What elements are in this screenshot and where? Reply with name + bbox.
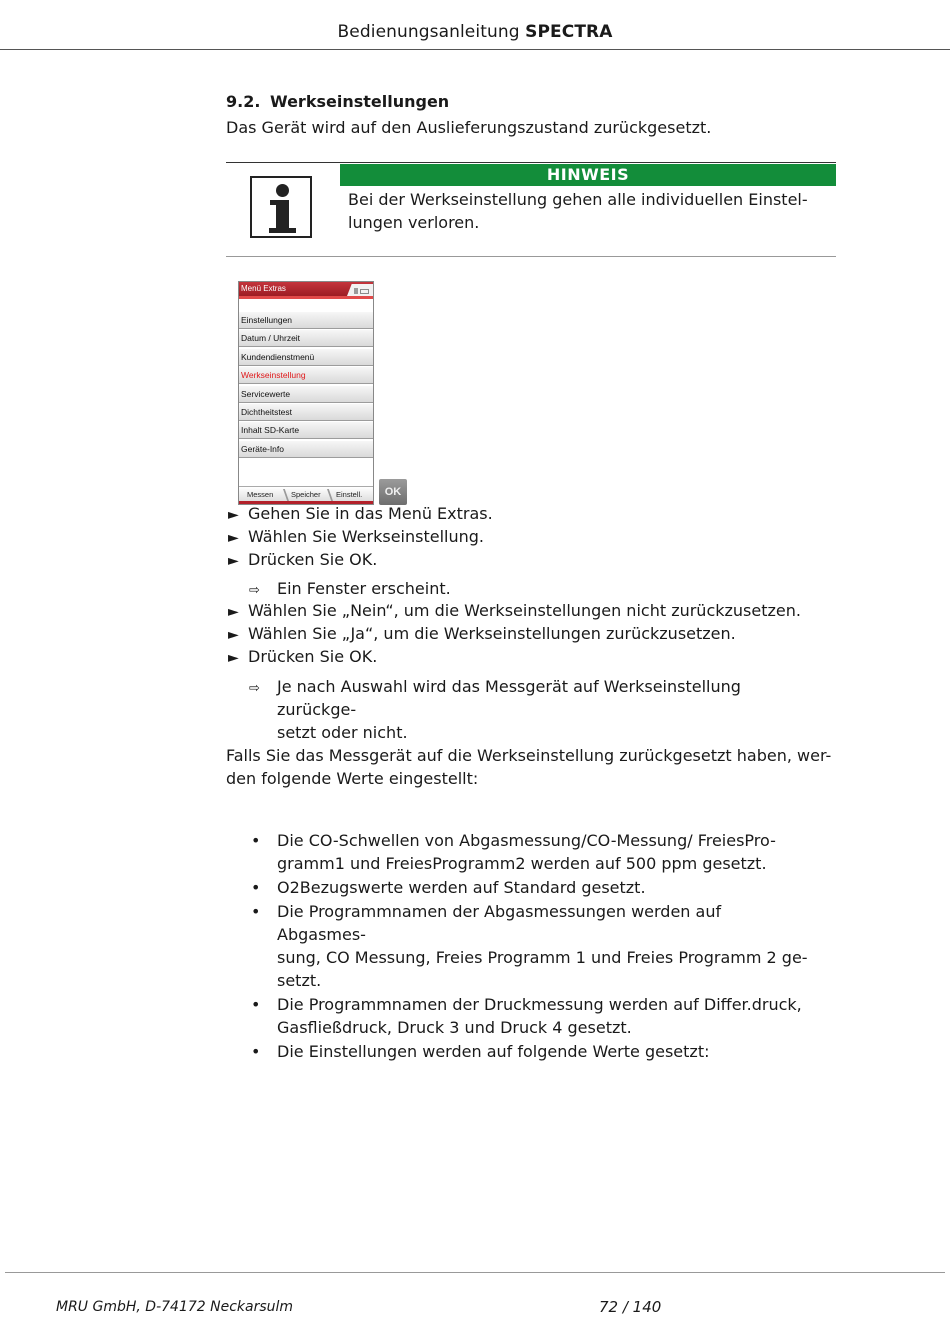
bullet-icon: •: [251, 902, 261, 921]
page-header: [0, 22, 950, 42]
list-item: [250, 876, 810, 899]
ok-button[interactable]: OK: [379, 479, 407, 505]
step-arrow-icon: ►: [228, 507, 239, 523]
section-title: Werkseinstellungen: [270, 92, 450, 111]
step-text: Drücken Sie OK.: [248, 550, 378, 569]
list-item: [250, 1040, 810, 1063]
note-bottom-rule: [226, 256, 836, 257]
list-item: [250, 993, 810, 1039]
softkey-separator: [283, 489, 289, 501]
body-paragraph: [226, 744, 836, 790]
bullet-icon: •: [251, 995, 261, 1014]
softkey-messen[interactable]: Messen: [247, 490, 274, 499]
note-label: HINWEIS: [340, 164, 836, 186]
step-arrow-icon: ►: [228, 604, 239, 620]
footer-company: MRU GmbH, D-74172 Neckarsulm: [56, 1299, 294, 1315]
device-screenshot: [238, 281, 374, 505]
battery-icon: [360, 289, 369, 294]
device-status-area: [347, 284, 373, 296]
step-text: Wählen Sie Werkseinstellung.: [248, 527, 484, 546]
step-arrow-icon: ►: [228, 530, 239, 546]
bullet-icon: •: [251, 878, 261, 897]
step-text: Gehen Sie in das Menü Extras.: [248, 504, 493, 523]
softkey-separator: [327, 489, 333, 501]
list-item: [250, 829, 810, 875]
info-icon: [250, 176, 312, 238]
header-title: Bedienungsanleitung: [337, 22, 520, 42]
lock-icon: [354, 288, 358, 294]
device-menu-item[interactable]: Dichtheitstest: [239, 404, 373, 421]
step-item: [228, 647, 377, 666]
list-item-line: O2Bezugswerte werden auf Standard gesetzt.: [277, 878, 646, 897]
step-item: [228, 527, 484, 546]
result-arrow-icon: ⇨: [249, 583, 260, 598]
note-text: [348, 188, 828, 234]
bullet-list: [250, 829, 810, 1064]
section-heading: [226, 92, 449, 111]
page-number: 72 / 140: [599, 1298, 662, 1316]
header-product: SPECTRA: [525, 22, 613, 42]
list-item-line: sung, CO Messung, Freies Programm 1 und Freies Programm 2 ge-: [277, 948, 808, 967]
list-item-line: Gasfließdruck, Druck 3 und Druck 4 gesetzt.: [277, 1018, 632, 1037]
step-arrow-icon: ►: [228, 627, 239, 643]
device-menu-item[interactable]: Datum / Uhrzeit: [239, 330, 373, 347]
device-menu-item[interactable]: Einstellungen: [239, 312, 373, 329]
softkey-speicher[interactable]: Speicher: [291, 490, 321, 499]
result-text: setzt oder nicht.: [277, 723, 408, 742]
list-item-line: Die Einstellungen werden auf folgende Werte gesetzt:: [277, 1042, 710, 1061]
result-item: [249, 675, 825, 744]
list-item-line: Die Programmnamen der Druckmessung werden auf Differ.druck,: [277, 995, 802, 1014]
header-divider: [0, 49, 950, 50]
list-item-line: gramm1 und FreiesProgramm2 werden auf 500 ppm gesetzt.: [277, 854, 767, 873]
step-arrow-icon: ►: [228, 553, 239, 569]
softkey-einstell[interactable]: Einstell.: [336, 490, 363, 499]
footer-divider: [5, 1272, 945, 1273]
device-menu-item[interactable]: Kundendienstmenü: [239, 349, 373, 366]
section-number: 9.2.: [226, 92, 261, 111]
step-item: [228, 601, 801, 620]
result-text: Je nach Auswahl wird das Messgerät auf Werkseinstellung zurückge-: [277, 677, 741, 719]
step-arrow-icon: ►: [228, 650, 239, 666]
paragraph-line: den folgende Werte eingestellt:: [226, 769, 479, 788]
section-intro: Das Gerät wird auf den Auslieferungszustand zurückgesetzt.: [226, 118, 712, 137]
device-menu-item[interactable]: Inhalt SD-Karte: [239, 422, 373, 439]
step-text: Wählen Sie „Nein“, um die Werkseinstellungen nicht zurückzusetzen.: [248, 601, 801, 620]
device-menu-item[interactable]: Servicewerte: [239, 386, 373, 403]
result-arrow-icon: ⇨: [249, 681, 260, 696]
device-title-bar: [239, 282, 373, 296]
device-menu-list: [239, 312, 373, 459]
bullet-icon: •: [251, 831, 261, 850]
device-softkey-bar: [239, 486, 373, 501]
step-item: [228, 624, 736, 643]
note-top-rule: [226, 162, 836, 163]
note-line: lungen verloren.: [348, 213, 480, 232]
list-item-line: Die Programmnamen der Abgasmessungen werden auf Abgasmes-: [277, 902, 722, 944]
result-text: Ein Fenster erscheint.: [277, 579, 451, 598]
list-item: [250, 900, 810, 992]
step-text: Drücken Sie OK.: [248, 647, 378, 666]
device-menu-item-selected[interactable]: Werkseinstellung: [239, 367, 373, 384]
device-menu-item[interactable]: Geräte-Info: [239, 441, 373, 458]
device-title-strip: [239, 296, 373, 299]
paragraph-line: Falls Sie das Messgerät auf die Werkseinstellung zurückgesetzt haben, wer-: [226, 746, 832, 765]
list-item-line: setzt.: [277, 971, 322, 990]
note-line: Bei der Werkseinstellung gehen alle individuellen Einstel-: [348, 190, 808, 209]
device-title: Menü Extras: [241, 284, 286, 293]
step-text: Wählen Sie „Ja“, um die Werkseinstellungen zurückzusetzen.: [248, 624, 736, 643]
step-item: [228, 504, 493, 523]
bullet-icon: •: [251, 1042, 261, 1061]
list-item-line: Die CO-Schwellen von Abgasmessung/CO-Messung/ FreiesPro-: [277, 831, 776, 850]
result-item: [249, 577, 825, 602]
step-item: [228, 550, 377, 569]
